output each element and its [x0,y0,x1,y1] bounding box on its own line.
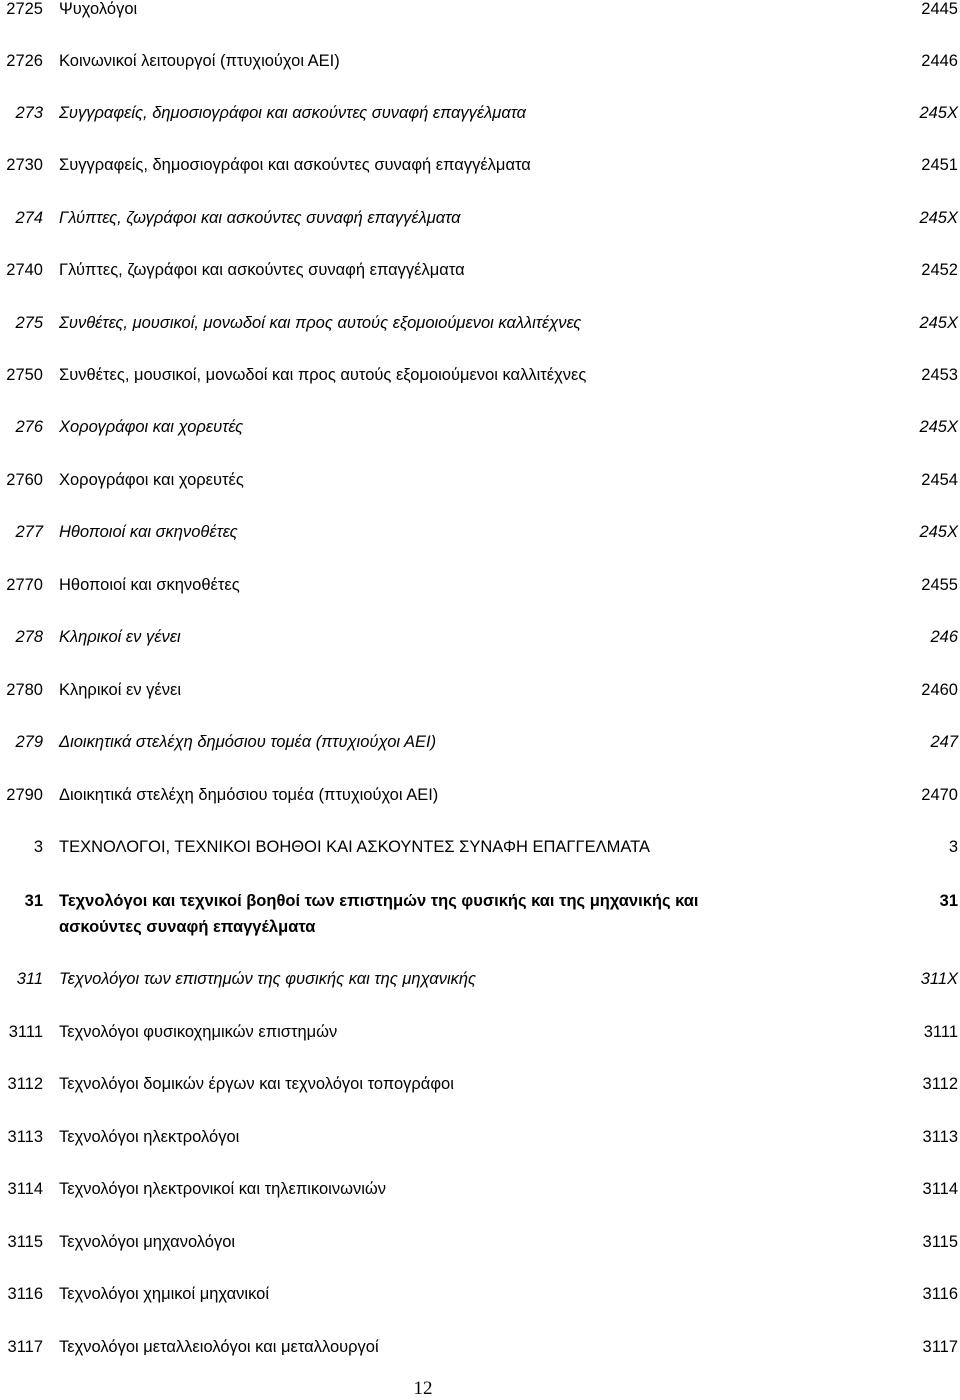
table-row [0,677,960,703]
occupation-code: 2780 [6,681,43,699]
occupation-description: Τεχνολόγοι ηλεκτρολόγοι [59,1128,240,1146]
occupation-description: Τεχνολόγοι μηχανολόγοι [59,1233,236,1251]
occupation-description: Τεχνολόγοι και τεχνικοί βοηθοί των επιστημών της φυσικής και της μηχανικής και ασκούντες συναφή επαγγέλματα [59,892,699,936]
reference-code: 3115 [922,1233,958,1251]
occupation-code: 279 [15,733,43,751]
reference-code: 2445 [921,0,958,18]
occupation-description: Ψυχολόγοι [59,0,138,18]
table-row [0,1071,960,1097]
reference-code: 311X [920,970,958,988]
table-row [0,1176,960,1202]
table-row [0,966,960,992]
occupation-description: Τεχνολόγοι μεταλλειολόγοι και μεταλλουργοί [59,1338,379,1356]
table-row [0,257,960,283]
occupation-description: Διοικητικά στελέχη δημόσιου τομέα (πτυχιούχοι ΑΕΙ) [59,786,439,804]
occupation-description: Τεχνολόγοι δομικών έργων και τεχνολόγοι τοπογράφοι [59,1075,454,1093]
occupation-code: 3115 [7,1233,43,1251]
table-row [0,624,960,650]
occupation-code: 3114 [7,1180,43,1198]
occupation-code: 273 [15,104,43,122]
occupation-description: Χορογράφοι και χορευτές [59,418,244,436]
reference-code: 245X [919,523,958,541]
occupation-description: Συγγραφείς, δημοσιογράφοι και ασκούντες συναφή επαγγέλματα [59,104,527,122]
occupation-description: Τεχνολόγοι χημικοί μηχανικοί [59,1285,269,1303]
table-row [0,152,960,178]
occupation-description: Συνθέτες, μουσικοί, μονωδοί και προς αυτούς εξομοιούμενοι καλλιτέχνες [59,314,582,332]
reference-code: 2470 [921,786,958,804]
occupation-code: 3 [33,838,43,856]
occupation-description: Χορογράφοι και χορευτές [59,471,244,489]
reference-code: 3117 [922,1338,958,1356]
occupation-description: Κληρικοί εν γένει [59,628,181,646]
occupation-description: Κοινωνικοί λειτουργοί (πτυχιούχοι ΑΕΙ) [59,52,340,70]
occupation-code: 311 [16,970,43,988]
table-row [0,782,960,808]
reference-code: 245X [919,314,958,332]
occupation-description: Τεχνολόγοι ηλεκτρονικοί και τηλεπικοινωνιών [59,1180,387,1198]
table-row [0,362,960,388]
occupation-description: Γλύπτες, ζωγράφοι και ασκούντες συναφή επαγγέλματα [59,209,461,227]
occupation-code: 277 [15,523,43,541]
occupation-description: Τεχνολόγοι των επιστημών της φυσικής και της μηχανικής [59,970,477,988]
table-row [0,1334,960,1360]
reference-code: 247 [930,733,958,751]
table-row [0,888,960,940]
occupation-code: 276 [15,418,43,436]
reference-code: 2446 [921,52,958,70]
reference-code: 3114 [922,1180,958,1198]
occupation-code: 3111 [8,1023,43,1041]
reference-code: 246 [930,628,958,646]
occupation-code: 3117 [7,1338,43,1356]
table-row [0,205,960,231]
table-row [0,0,960,22]
occupation-code: 2760 [6,471,43,489]
table-row [0,1124,960,1150]
occupation-description: Γλύπτες, ζωγράφοι και ασκούντες συναφή επαγγέλματα [59,261,465,279]
reference-code: 245X [919,418,958,436]
occupation-code: 2726 [6,52,43,70]
occupation-code: 2790 [6,786,43,804]
occupation-code: 2725 [6,0,43,18]
occupation-code: 275 [15,314,43,332]
reference-code: 3113 [922,1128,958,1146]
occupation-description: Τεχνολόγοι φυσικοχημικών επιστημών [59,1023,338,1041]
occupation-code: 3116 [7,1285,43,1303]
table-row [0,1281,960,1307]
table-row [0,1229,960,1255]
table-row [0,467,960,493]
table-row [0,572,960,598]
occupation-code: 274 [15,209,43,227]
occupation-description: Συνθέτες, μουσικοί, μονωδοί και προς αυτούς εξομοιούμενοι καλλιτέχνες [59,366,587,384]
occupation-code: 2740 [6,261,43,279]
reference-code: 2455 [921,576,958,594]
occupation-description: Ηθοποιοί και σκηνοθέτες [59,523,238,541]
occupation-description: Κληρικοί εν γένει [59,681,182,699]
reference-code: 2454 [921,471,958,489]
table-row [0,310,960,336]
reference-code: 245X [919,104,958,122]
reference-code: 3 [948,838,958,856]
occupation-code: 3112 [7,1075,43,1093]
reference-code: 2460 [921,681,958,699]
table-row [0,729,960,755]
reference-code: 245X [919,209,958,227]
reference-code: 3111 [923,1023,958,1041]
reference-code: 2453 [921,366,958,384]
table-row [0,100,960,126]
reference-code: 2451 [921,156,958,174]
occupation-code: 31 [24,892,43,910]
occupation-description: Διοικητικά στελέχη δημόσιου τομέα (πτυχιούχοι ΑΕΙ) [59,733,437,751]
table-row [0,48,960,74]
occupation-code: 2770 [6,576,43,594]
table-row [0,1019,960,1045]
occupation-code: 278 [15,628,43,646]
table-row [0,414,960,440]
reference-code: 3112 [922,1075,958,1093]
table-row [0,519,960,545]
reference-code: 31 [939,892,958,910]
page-number: 12 [413,1378,433,1399]
reference-code: 2452 [921,261,958,279]
occupation-code: 2750 [6,366,43,384]
occupation-description: Ηθοποιοί και σκηνοθέτες [59,576,240,594]
occupation-code: 3113 [7,1128,43,1146]
reference-code: 3116 [922,1285,958,1303]
occupation-code: 2730 [6,156,43,174]
table-row [0,834,960,860]
occupation-description: Συγγραφείς, δημοσιογράφοι και ασκούντες συναφή επαγγέλματα [59,156,531,174]
occupation-description: ΤΕΧΝΟΛΟΓΟΙ, ΤΕΧΝΙΚΟΙ ΒΟΗΘΟΙ ΚΑΙ ΑΣΚΟΥΝΤΕΣ ΣΥΝΑΦΗ ΕΠΑΓΓΕΛΜΑΤΑ [59,838,651,856]
